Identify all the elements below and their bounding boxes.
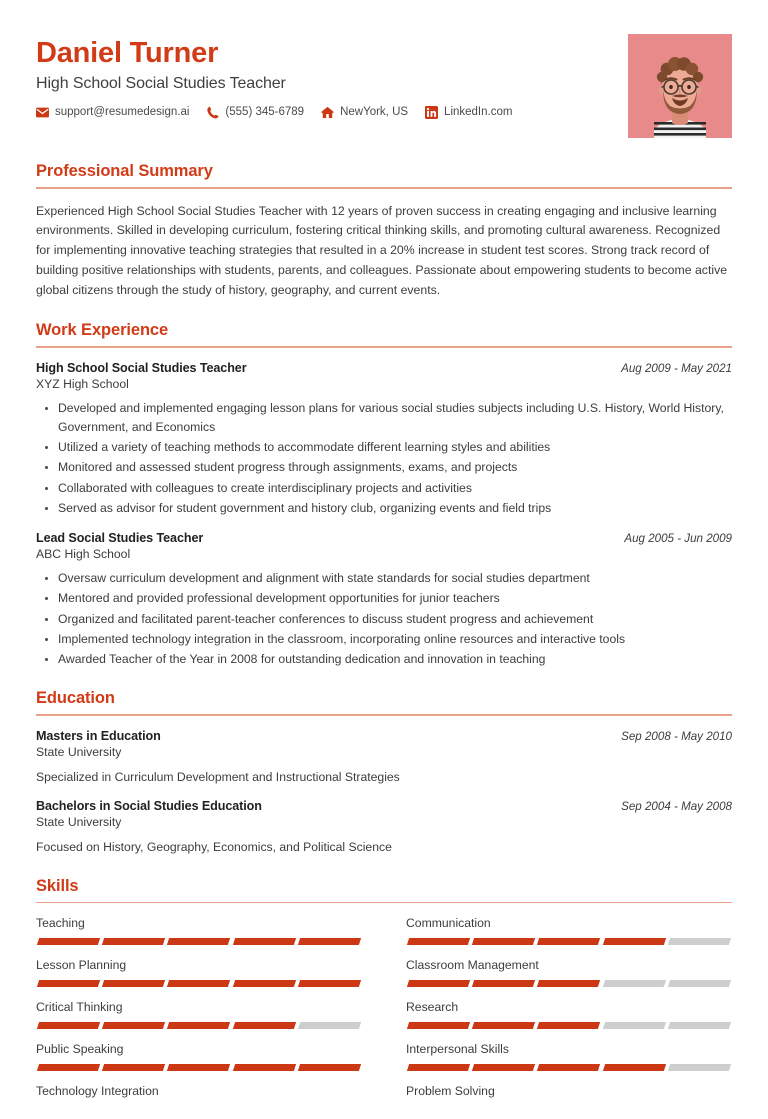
linkedin-icon [425, 106, 438, 119]
skill-bar-segment [102, 1064, 165, 1071]
section-professional-summary [36, 162, 732, 301]
skill-item [36, 958, 362, 1000]
skill-name: Research [406, 1000, 459, 1015]
section-title-summary: Professional Summary [36, 162, 213, 180]
skill-item [406, 1000, 732, 1042]
experience-bullet: Awarded Teacher of the Year in 2008 for outstanding dedication and innovation in teaching [36, 650, 732, 669]
experience-organization: ABC High School [36, 547, 131, 562]
skill-bar-segment [668, 1064, 731, 1071]
section-skills [36, 877, 732, 1119]
skill-bar-segment [298, 1064, 361, 1071]
skill-item [406, 1042, 732, 1084]
contact-location[interactable] [321, 106, 408, 119]
experience-bullet-list [36, 399, 732, 519]
contact-linkedin-text: LinkedIn.com [444, 106, 513, 119]
skill-bar-segment [602, 1064, 665, 1071]
education-list [36, 729, 732, 857]
skill-bar-segment [537, 1022, 600, 1029]
skill-bar-track [38, 1064, 360, 1071]
section-title-experience: Work Experience [36, 321, 169, 340]
skill-bar-segment [472, 1064, 535, 1071]
skill-bar-segment [298, 938, 361, 945]
contact-row [36, 106, 628, 119]
experience-bullet-list [36, 569, 732, 669]
skill-level-bar [36, 1022, 362, 1029]
education-school: State University [36, 744, 122, 759]
experience-role: Lead Social Studies Teacher [36, 531, 204, 546]
section-education [36, 689, 732, 856]
skill-bar-segment [537, 1064, 600, 1071]
education-date: Sep 2008 - May 2010 [621, 729, 732, 743]
experience-entry [36, 361, 732, 519]
skill-level-bar [406, 938, 732, 945]
skill-bar-segment [472, 938, 535, 945]
page-title: Daniel Turner [36, 37, 219, 69]
skill-bar-segment [102, 980, 165, 987]
header-text-block [36, 30, 628, 119]
skill-bar-track [38, 980, 360, 987]
skill-name: Problem Solving [406, 1084, 495, 1099]
skill-name: Lesson Planning [36, 958, 127, 973]
home-icon [321, 106, 334, 119]
education-degree: Masters in Education [36, 728, 161, 743]
contact-phone[interactable] [206, 106, 304, 119]
job-title: High School Social Studies Teacher [36, 74, 286, 92]
skill-bar-segment [602, 938, 665, 945]
skill-item [36, 1084, 362, 1119]
phone-icon [206, 106, 219, 119]
contact-email[interactable] [36, 106, 189, 119]
skill-bar-segment [602, 1022, 665, 1029]
skill-bar-track [38, 938, 360, 945]
education-degree: Bachelors in Social Studies Education [36, 799, 262, 814]
skill-item [36, 1000, 362, 1042]
skills-grid [36, 916, 732, 1119]
skill-level-bar [36, 938, 362, 945]
skill-bar-segment [668, 938, 731, 945]
skill-bar-segment [472, 1022, 535, 1029]
skill-bar-segment [167, 1064, 230, 1071]
education-school: State University [36, 815, 122, 830]
skill-name: Communication [406, 916, 491, 931]
section-divider [36, 346, 732, 348]
contact-phone-text: (555) 345-6789 [225, 106, 305, 119]
experience-bullet: Monitored and assessed student progress through assignments, exams, and projects [36, 458, 732, 477]
skill-name: Classroom Management [406, 958, 539, 973]
envelope-icon [36, 106, 49, 119]
skill-bar-segment [167, 980, 230, 987]
contact-email-text: support@resumedesign.ai [55, 106, 190, 119]
skill-bar-segment [602, 980, 665, 987]
experience-entry [36, 531, 732, 669]
experience-role: High School Social Studies Teacher [36, 360, 247, 375]
portrait-photo-illustration [628, 34, 732, 138]
education-entry [36, 729, 732, 786]
section-work-experience [36, 321, 732, 669]
skill-bar-segment [37, 938, 100, 945]
resume-header [36, 30, 732, 138]
experience-date: Aug 2005 - Jun 2009 [624, 532, 732, 546]
skill-item [406, 958, 732, 1000]
skill-bar-segment [232, 980, 295, 987]
experience-bullet: Oversaw curriculum development and alignment with state standards for social studies department [36, 569, 732, 588]
experience-bullet: Developed and implemented engaging lesson plans for various social studies subjects including U.S. History, World History, Government, and Economics [36, 399, 732, 438]
skill-bar-segment [232, 938, 295, 945]
experience-bullet: Organized and facilitated parent-teacher conferences to discuss student progress and achievement [36, 610, 732, 629]
education-entry-header [36, 799, 732, 813]
skill-bar-segment [407, 938, 470, 945]
section-divider [36, 187, 732, 189]
skill-bar-segment [102, 1022, 165, 1029]
skill-level-bar [36, 1064, 362, 1071]
skill-bar-segment [472, 980, 535, 987]
experience-bullet: Collaborated with colleagues to create interdisciplinary projects and activities [36, 479, 732, 498]
skill-bar-track [38, 1022, 360, 1029]
skill-bar-segment [298, 980, 361, 987]
education-entry-header [36, 729, 732, 743]
skill-name: Teaching [36, 916, 85, 931]
section-title-skills: Skills [36, 876, 79, 895]
skill-level-bar [36, 980, 362, 987]
education-date: Sep 2004 - May 2008 [621, 800, 732, 814]
avatar [628, 34, 732, 138]
experience-bullet: Mentored and provided professional development opportunities for junior teachers [36, 589, 732, 608]
skill-bar-segment [407, 1022, 470, 1029]
skill-level-bar [406, 980, 732, 987]
skill-bar-segment [537, 938, 600, 945]
skill-bar-segment [668, 980, 731, 987]
experience-bullet: Utilized a variety of teaching methods to accommodate different learning styles and abilities [36, 438, 732, 457]
education-note: Focused on History, Geography, Economics, and Political Science [36, 840, 392, 855]
experience-bullet: Implemented technology integration in the classroom, incorporating online resources and interactive tools [36, 630, 732, 649]
skill-bar-segment [407, 1064, 470, 1071]
skill-bar-segment [537, 980, 600, 987]
experience-bullet: Served as advisor for student government and history club, organizing events and field trips [36, 499, 732, 518]
skill-bar-segment [668, 1022, 731, 1029]
skill-item [406, 1084, 732, 1119]
skill-name: Interpersonal Skills [406, 1042, 509, 1057]
section-divider [36, 714, 732, 716]
education-note: Specialized in Curriculum Development and Instructional Strategies [36, 769, 400, 784]
skill-bar-track [408, 1064, 730, 1071]
experience-entry-header [36, 361, 732, 375]
skill-bar-track [408, 980, 730, 987]
skill-bar-segment [102, 938, 165, 945]
skill-bar-segment [232, 1064, 295, 1071]
skill-bar-track [408, 938, 730, 945]
skill-level-bar [406, 1022, 732, 1029]
experience-list [36, 361, 732, 670]
education-entry [36, 799, 732, 856]
skill-item [36, 916, 362, 958]
skill-bar-segment [37, 980, 100, 987]
skill-name: Technology Integration [36, 1084, 159, 1099]
skill-level-bar [406, 1064, 732, 1071]
skill-bar-track [408, 1022, 730, 1029]
experience-entry-header [36, 531, 732, 545]
skill-bar-segment [167, 1022, 230, 1029]
section-divider [36, 902, 732, 904]
skill-bar-segment [167, 938, 230, 945]
skill-item [36, 1042, 362, 1084]
contact-location-text: NewYork, US [340, 106, 409, 119]
section-title-education: Education [36, 689, 115, 708]
skill-bar-segment [407, 980, 470, 987]
skill-bar-segment [37, 1064, 100, 1071]
experience-organization: XYZ High School [36, 376, 129, 391]
skill-bar-segment [232, 1022, 295, 1029]
skill-bar-segment [298, 1022, 361, 1029]
contact-linkedin[interactable] [425, 106, 512, 119]
skill-name: Critical Thinking [36, 1000, 123, 1015]
skill-name: Public Speaking [36, 1042, 124, 1057]
experience-date: Aug 2009 - May 2021 [621, 361, 732, 375]
skill-bar-segment [37, 1022, 100, 1029]
skill-item [406, 916, 732, 958]
summary-text: Experienced High School Social Studies Teacher with 12 years of proven success in creating engaging and inclusive learning environments. Skilled in developing curriculum, fostering critical thinking skills, and promoting cultural awareness. Recognized for implementing innovative teaching strategies that resulted in a 20% increase in student test scores. Strong track record of building positive relationships with students, parents, and colleagues. Passionate about empowering students to become active global citizens through the study of history, geography, and current events. [36, 203, 728, 298]
